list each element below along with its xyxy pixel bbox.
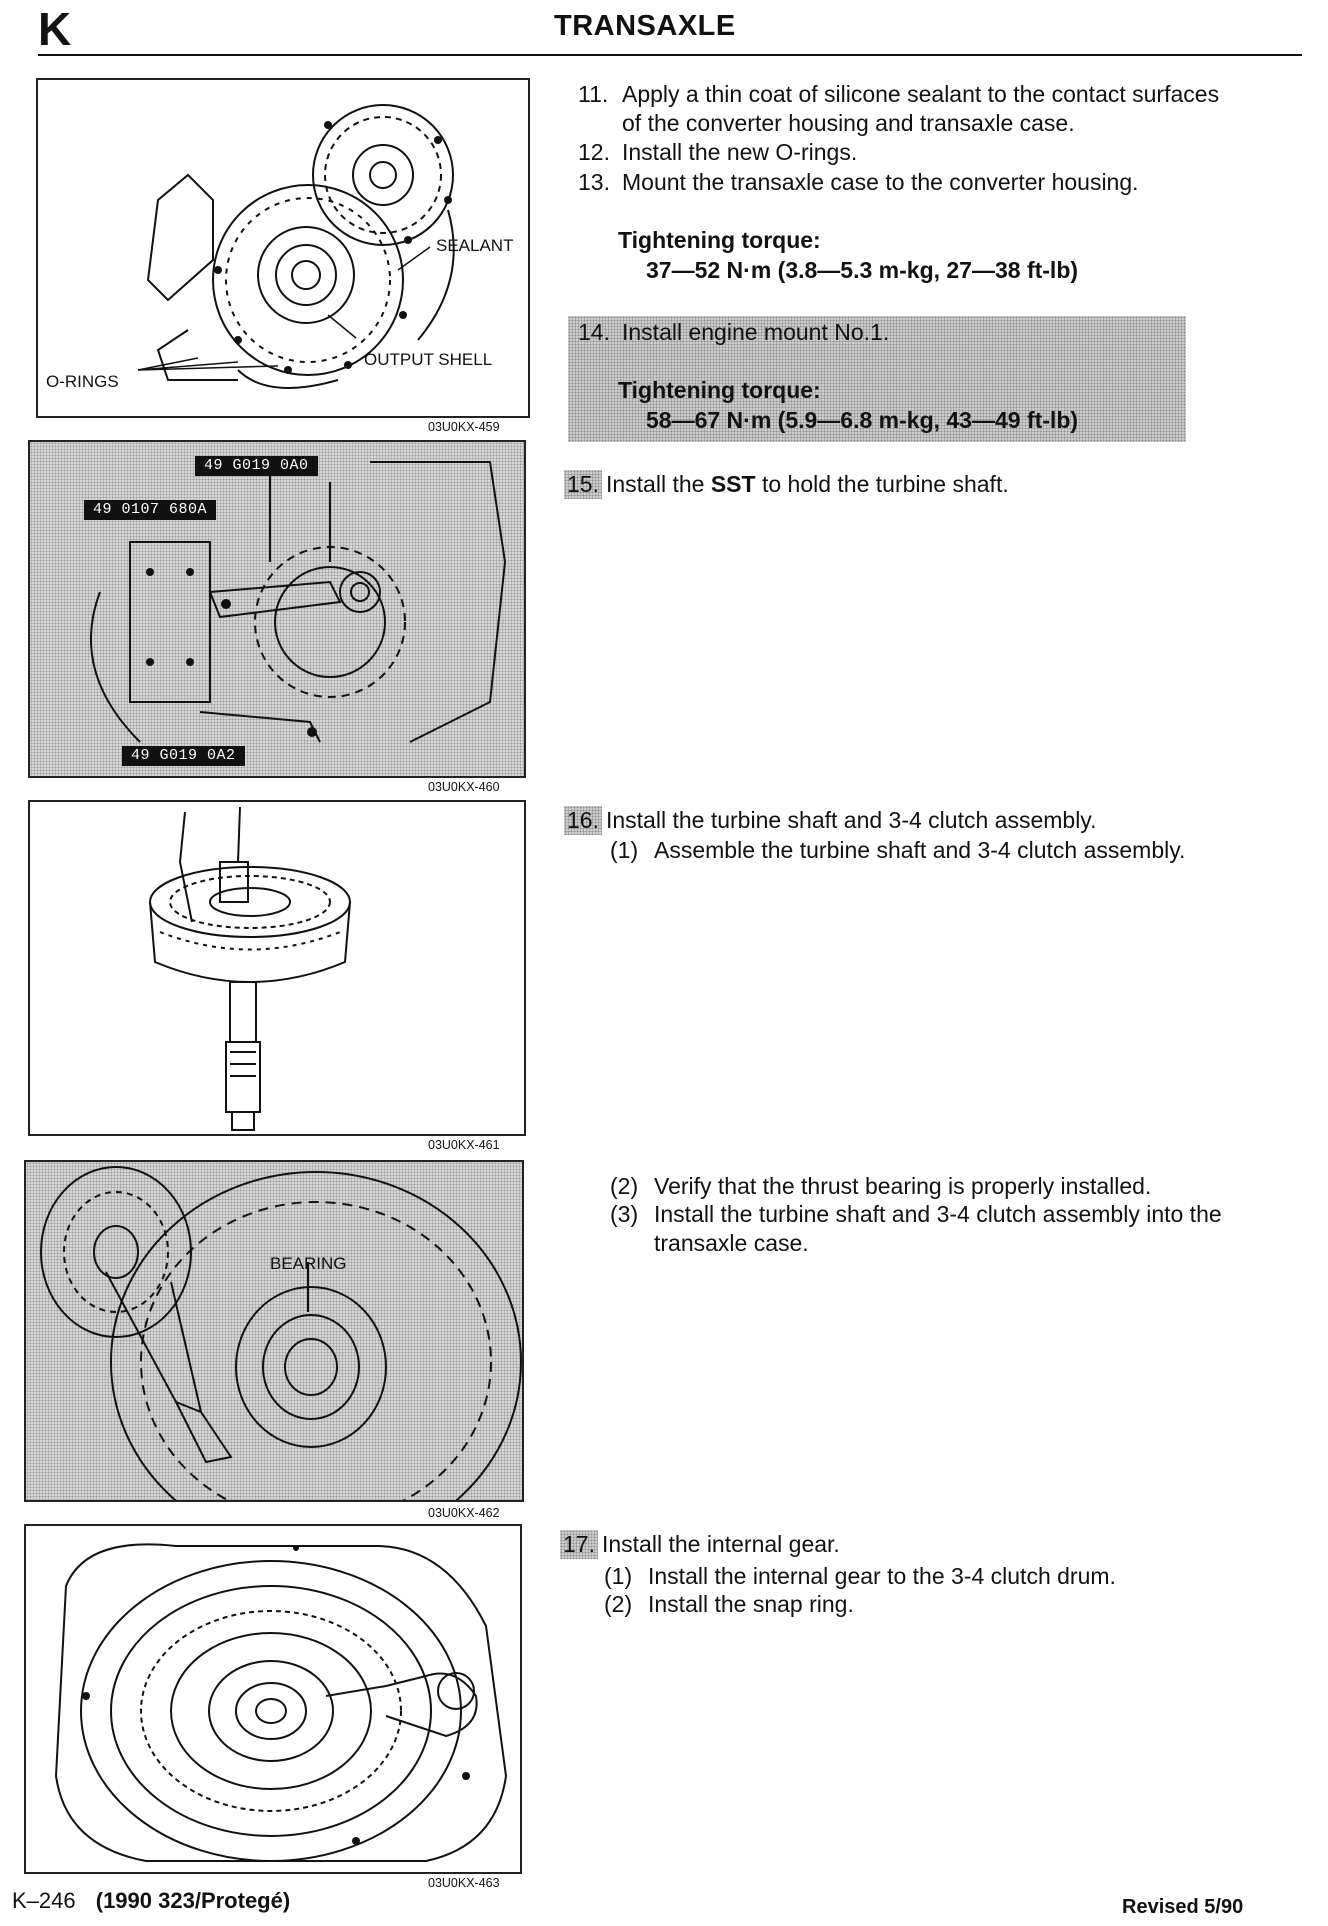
figure-code: 03U0KX-462	[428, 1506, 500, 1520]
step-11	[578, 80, 1219, 138]
page-title: TRANSAXLE	[554, 10, 736, 42]
figure-code: 03U0KX-461	[428, 1138, 500, 1152]
sub-step-text: Assemble the turbine shaft and 3-4 clutch assembly.	[654, 837, 1186, 863]
step-17	[560, 1530, 840, 1559]
figure-code: 03U0KX-460	[428, 780, 500, 794]
model-label: (1990 323/Protegé)	[95, 1888, 291, 1913]
step-text: Install the internal gear.	[601, 1531, 840, 1557]
callout-bearing: BEARING	[270, 1254, 347, 1273]
step-number: 14.	[578, 319, 610, 345]
step-number: 11.	[578, 81, 609, 107]
step-text: Mount the transaxle case to the converter housing.	[622, 169, 1139, 195]
sub-step-number: (3)	[610, 1201, 639, 1227]
header-rule	[38, 54, 1302, 56]
step-16-sub-2	[610, 1172, 1151, 1201]
torque-label: Tightening torque:	[618, 377, 821, 403]
sub-step-number: (1)	[610, 837, 639, 863]
sub-step-number: (2)	[604, 1591, 633, 1617]
step-text: Install the new O-rings.	[622, 139, 858, 165]
step-14	[578, 318, 889, 347]
torque-value: 37—52 N·m (3.8—5.3 m-kg, 27—38 ft-lb)	[646, 257, 1079, 283]
step-17-sub-2	[604, 1590, 854, 1619]
page-number: K–246	[12, 1888, 76, 1913]
figure-internal-gear	[24, 1524, 522, 1874]
callout-sealant: SEALANT	[436, 236, 514, 255]
callout-o-rings: O-RINGS	[46, 372, 119, 391]
step-number: 13.	[578, 169, 610, 195]
bearing-illustration	[26, 1162, 522, 1500]
step-17-sub-1	[604, 1562, 1116, 1591]
step-text: Install engine mount No.1.	[622, 319, 890, 345]
step-text: Install the	[605, 471, 711, 497]
step-15	[564, 470, 1009, 499]
turbine-shaft-illustration	[30, 802, 524, 1134]
revision-date: Revised 5/90	[1122, 1896, 1244, 1918]
step-16-sub-3	[610, 1200, 1222, 1258]
step-number: 16.	[564, 806, 602, 835]
figure-turbine-shaft	[28, 800, 526, 1136]
tool-tag: 49 G019 0A2	[122, 746, 245, 766]
internal-gear-illustration	[26, 1526, 520, 1872]
tool-tag: 49 G019 0A0	[195, 456, 318, 476]
step-text: Install the turbine shaft and 3-4 clutch assembly.	[605, 807, 1097, 833]
torque-value: 58—67 N·m (5.9—6.8 m-kg, 43—49 ft-lb)	[646, 407, 1079, 433]
step-text: Apply a thin coat of silicone sealant to the contact surfaces	[622, 81, 1220, 107]
step-number: 17.	[560, 1530, 598, 1559]
sst-illustration	[30, 442, 524, 776]
step-number: 15.	[564, 470, 602, 499]
sub-step-text: Verify that the thrust bearing is properly installed.	[654, 1173, 1152, 1199]
sst-term: SST	[710, 471, 756, 497]
figure-sst-install	[28, 440, 526, 778]
figure-bearing	[24, 1160, 524, 1502]
sub-step-text: Install the internal gear to the 3-4 clutch drum.	[648, 1563, 1116, 1589]
step-text: to hold the turbine shaft.	[755, 471, 1009, 497]
section-letter: K	[38, 3, 72, 55]
step-16	[564, 806, 1097, 835]
figure-code: 03U0KX-463	[428, 1876, 500, 1890]
sub-step-number: (2)	[610, 1173, 639, 1199]
step-12	[578, 138, 857, 167]
sub-step-text: Install the snap ring.	[648, 1591, 854, 1617]
figure-code: 03U0KX-459	[428, 420, 500, 434]
step-16-sub-1	[610, 836, 1185, 865]
page-footer	[12, 1888, 290, 1914]
tool-tag: 49 0107 680A	[84, 500, 216, 520]
sub-step-number: (1)	[604, 1563, 633, 1589]
callout-output-shell: OUTPUT SHELL	[364, 350, 493, 369]
figure-converter-housing	[36, 78, 530, 418]
sub-step-text-cont: transaxle case.	[654, 1230, 809, 1256]
step-text-cont: of the converter housing and transaxle case.	[622, 110, 1075, 136]
step-number: 12.	[578, 139, 610, 165]
sub-step-text: Install the turbine shaft and 3-4 clutch assembly into the	[654, 1201, 1222, 1227]
step-13	[578, 168, 1139, 197]
torque-label: Tightening torque:	[618, 227, 821, 253]
